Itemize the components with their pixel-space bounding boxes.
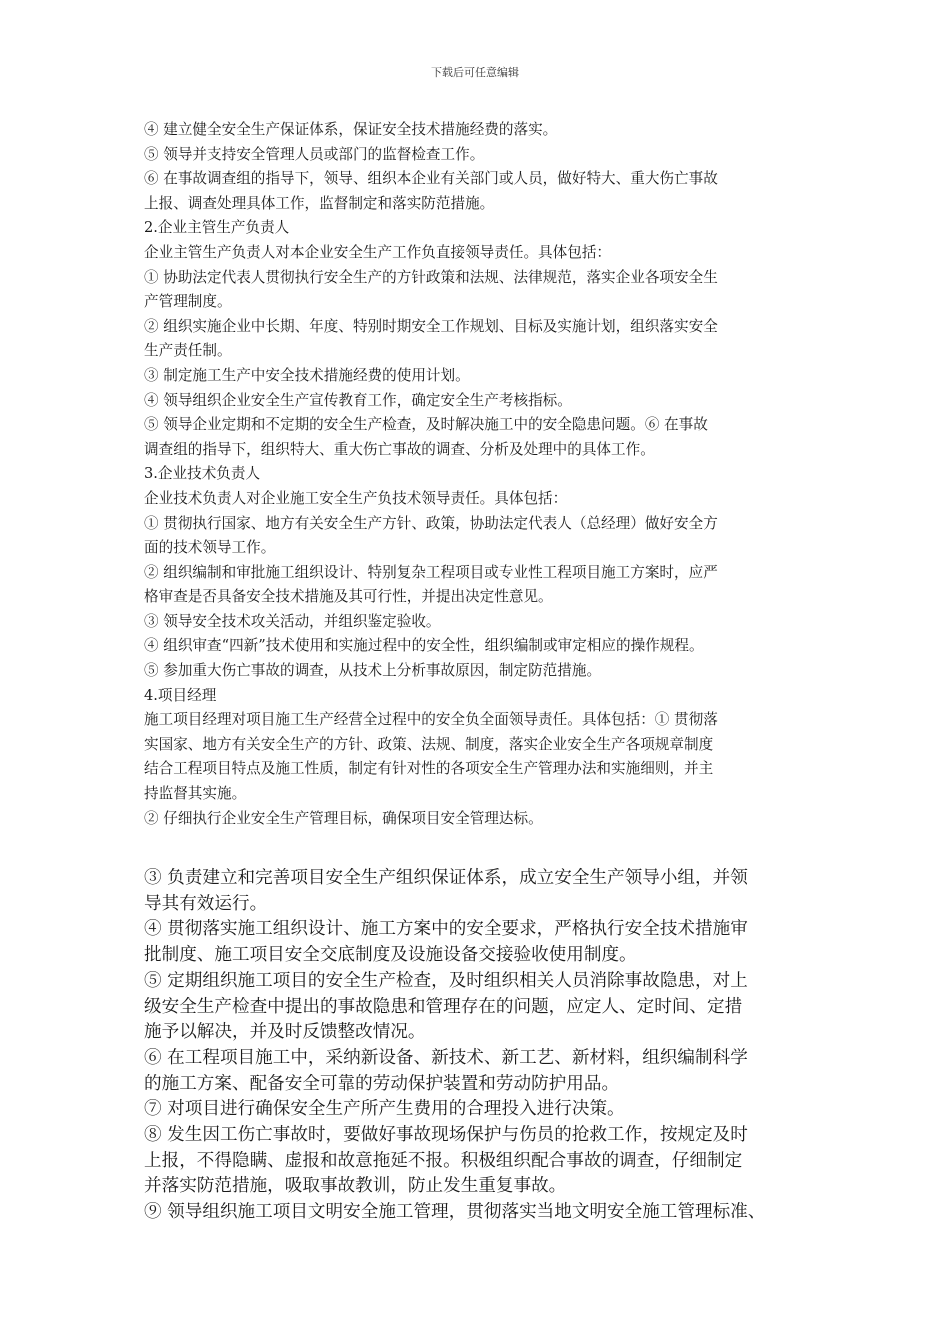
text-line: ① 贯彻执行国家、地方有关安全生产方针、政策，协助法定代表人（总经理）做好安全方 [144, 514, 718, 532]
text-line: 上报、调查处理具体工作，监督制定和落实防范措施。 [144, 194, 495, 212]
text-line: ② 仔细执行企业安全生产管理目标，确保项目安全管理达标。 [144, 809, 543, 827]
text-line: 持监督其实施。 [144, 785, 247, 803]
text-line: 格审查是否具备安全技术措施及其可行性，并提出决定性意见。 [144, 588, 553, 606]
text-line: ⑤ 定期组织施工项目的安全生产检查，及时组织相关人员消除事故隐患，对上 [144, 970, 748, 991]
text-line: 企业主管生产负责人对本企业安全生产工作负直接领导责任。具体包括： [144, 243, 612, 261]
text-line: ⑦ 对项目进行确保安全生产所产生费用的合理投入进行决策。 [144, 1099, 625, 1120]
text-line: ③ 负责建立和完善项目安全生产组织保证体系，成立安全生产领导小组，并领 [144, 868, 748, 888]
text-line: ③ 领导安全技术攻关活动，并组织鉴定验收。 [144, 612, 441, 630]
text-line: ⑤ 领导企业定期和不定期的安全生产检查，及时解决施工中的安全隐患问题。⑥ 在事故 [144, 416, 708, 434]
body-text-block-1 [144, 118, 824, 831]
text-line: 结合工程项目特点及施工性质，制定有针对性的各项安全生产管理办法和实施细则，并主 [144, 760, 714, 778]
section-heading: 3.企业技术负责人 [144, 465, 261, 483]
page-header: 下载后可任意编辑 [431, 66, 519, 79]
text-line: 上报，不得隐瞒、虚报和故意拖延不报。积极组织配合事故的调查，仔细制定 [144, 1150, 743, 1171]
text-line: 调查组的指导下，组织特大、重大伤亡事故的调查、分析及处理中的具体工作。 [144, 440, 655, 458]
text-line: 生产责任制。 [144, 342, 232, 360]
text-line: 级安全生产检查中提出的事故隐患和管理存在的问题，应定人、定时间、定措 [144, 996, 743, 1017]
text-line: ⑧ 发生因工伤亡事故时，要做好事故现场保护与伤员的抢救工作，按规定及时 [144, 1125, 748, 1146]
text-line: 产管理制度。 [144, 293, 232, 311]
text-line: ④ 组织审查“四新”技术使用和实施过程中的安全性，组织编制或审定相应的操作规程。 [144, 637, 704, 655]
text-line: ⑤ 领导并支持安全管理人员或部门的监督检查工作。 [144, 145, 485, 163]
text-line: 的施工方案、配备安全可靠的劳动保护装置和劳动防护用品。 [144, 1073, 620, 1094]
text-line: ⑥ 在工程项目施工中，采纳新设备、新技术、新工艺、新材料，组织编制科学 [144, 1047, 748, 1068]
text-line: ① 协助法定代表人贯彻执行安全生产的方针政策和法规、法律规范，落实企业各项安全生 [144, 268, 718, 286]
text-line: 施工项目经理对项目施工生产经营全过程中的安全负全面领导责任。具体包括：① 贯彻落 [144, 711, 718, 729]
text-line: ④ 建立健全安全生产保证体系，保证安全技术措施经费的落实。 [144, 121, 558, 138]
text-line: ⑨ 领导组织施工项目文明安全施工管理，贯彻落实当地文明安全施工管理标准、 [144, 1202, 766, 1223]
text-line: 批制度、施工项目安全交底制度及设施设备交接验收使用制度。 [144, 945, 637, 966]
text-line: ④ 贯彻落实施工组织设计、施工方案中的安全要求，严格执行安全技术措施审 [144, 919, 748, 940]
text-line: ③ 制定施工生产中安全技术措施经费的使用计划。 [144, 366, 470, 384]
text-line: ② 组织编制和审批施工组织设计、特别复杂工程项目或专业性工程项目施工方案时，应严 [144, 563, 718, 581]
text-line: 企业技术负责人对企业施工安全生产负技术领导责任。具体包括： [144, 489, 568, 507]
section-heading: 4.项目经理 [144, 686, 217, 704]
text-line: 并落实防范措施，吸取事故教训，防止发生重复事故。 [144, 1176, 567, 1197]
text-line: ④ 领导组织企业安全生产宣传教育工作，确定安全生产考核指标。 [144, 391, 572, 409]
section-heading: 2.企业主管生产负责人 [144, 219, 290, 237]
text-line: 面的技术领导工作。 [144, 539, 276, 557]
body-text-block-2 [144, 866, 824, 1226]
text-line: 导其有效运行。 [144, 893, 268, 914]
text-line: 实国家、地方有关安全生产的方针、政策、法规、制度，落实企业安全生产各项规章制度 [144, 735, 714, 753]
text-line: ⑥ 在事故调查组的指导下，领导、组织本企业有关部门或人员，做好特大、重大伤亡事故 [144, 170, 718, 188]
text-line: ⑤ 参加重大伤亡事故的调查，从技术上分析事故原因，制定防范措施。 [144, 662, 602, 680]
text-line: ② 组织实施企业中长期、年度、特别时期安全工作规划、目标及实施计划，组织落实安全 [144, 317, 718, 335]
text-line: 施予以解决，并及时反馈整改情况。 [144, 1022, 426, 1043]
